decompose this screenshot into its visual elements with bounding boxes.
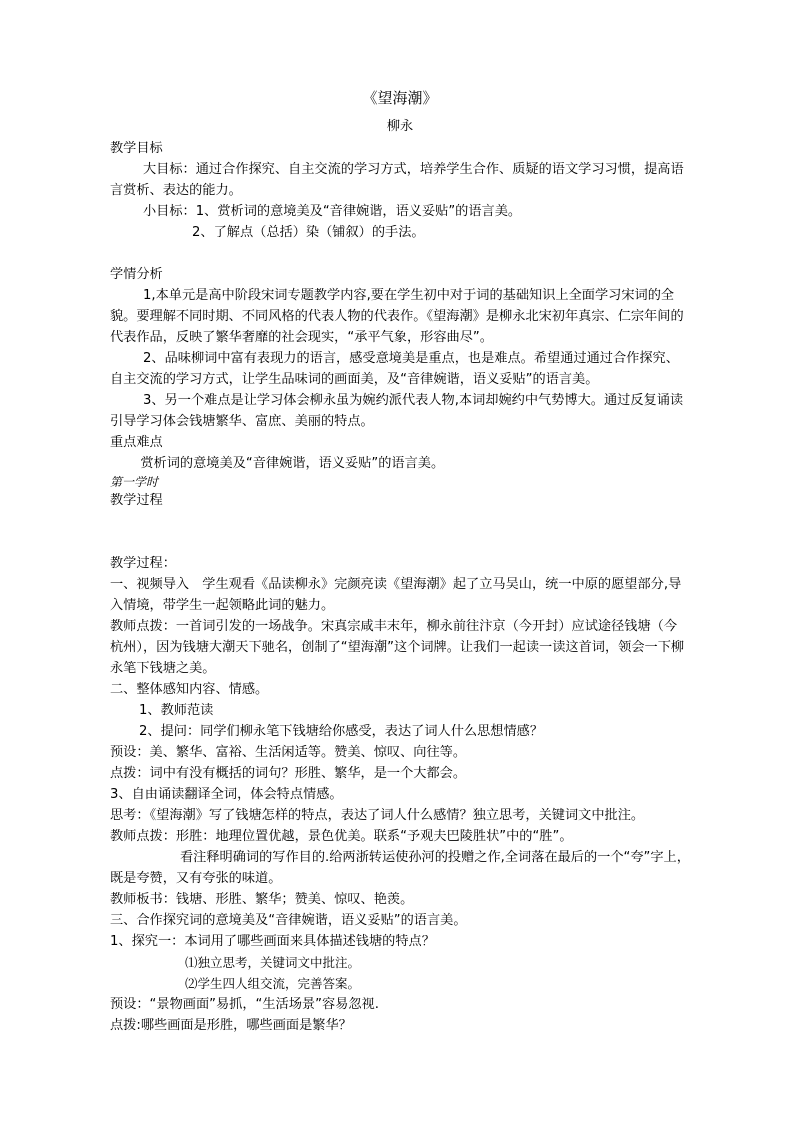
goals-small-2: 2、了解点（总括）染（铺叙）的手法。	[192, 225, 425, 240]
process-heading-top: 教学过程	[110, 493, 163, 508]
analysis-p3: 3、另一个难点是让学习体会柳永虽为婉约派代表人物,本词却婉约中气势博大。通过反复诵读引导学习体会钱塘繁华、富庶、美丽的特点。	[110, 393, 684, 429]
step-2: 二、整体感知内容、情感。	[110, 682, 269, 697]
step-3-tip: 点拨:哪些画面是形胜，哪些画面是繁华？	[110, 1018, 352, 1033]
step-3: 三、合作探究词的意境美及“音律婉谐，语义妥贴”的语言美。	[110, 913, 467, 928]
step-1: 一、视频导入 学生观看《品读柳永》完颜亮读《望海潮》起了立马吴山，统一中原的愿望部分,导入情境，带学生一起领略此词的魅力。	[110, 577, 682, 613]
step-2-preset: 预设：美、繁华、富裕、生活闲适等。赞美、惊叹、向往等。	[110, 745, 467, 760]
analysis-heading: 学情分析	[110, 267, 163, 282]
poem-title: 《望海潮》	[362, 89, 438, 107]
step-2-1: 1、教师范读	[139, 703, 214, 718]
step-2-tip-2: 教师点拨：形胜：地理位置优越，景色优美。联系“予观夫巴陵胜状”中的“胜”。	[110, 829, 573, 844]
document-page	[110, 84, 690, 1036]
step-2-note: 看注释明确词的写作目的.给两浙转运使孙河的投赠之作,全词落在最后的一个“夸”字上，既是夸赞，又有夸张的味道。	[110, 850, 690, 886]
period-label: 第一学时	[110, 475, 159, 489]
step-2-tip: 点拨：词中有没有概括的词句？形胜、繁华，是一个大都会。	[110, 766, 467, 781]
step-3-b: ⑵学生四人组交流，完善答案。	[185, 976, 361, 991]
step-3-1: 1、探究一：本词用了哪些画面来具体描述钱塘的特点？	[110, 934, 435, 949]
poem-author: 柳永	[386, 119, 414, 134]
step-3-preset: 预设：“景物画面”易抓，“生活场景”容易忽视.	[110, 997, 379, 1012]
step-2-2: 2、提问：同学们柳永笔下钱塘给你感受，表达了词人什么思想情感？	[139, 724, 544, 739]
goals-heading: 教学目标	[110, 141, 163, 156]
process-heading: 教学过程：	[110, 556, 176, 571]
step-2-3: 3、自由诵读翻译全词，体会特点情感。	[110, 787, 343, 802]
keypoints-heading: 重点难点	[110, 435, 163, 450]
analysis-p2: 2、品味柳词中富有表现力的语言，感受意境美是重点，也是难点。希望通过通过合作探究、自主交流的学习方式，让学生品味词的画面美，及“音律婉谐，语义妥贴”的语言美。	[110, 351, 679, 387]
step-1-tip: 教师点拨：一首词引发的一场战争。宋真宗咸丰末年，柳永前往汴京（今开封）应试途径钱塘（今杭州），因为钱塘大潮天下驰名，创制了“望海潮”这个词牌。让我们一起读一读这首词，领会一下柳永笔下钱塘之美。	[110, 619, 685, 676]
step-2-board: 教师板书：钱塘、形胜、繁华；赞美、惊叹、艳羡。	[110, 892, 414, 907]
analysis-p1: 1,本单元是高中阶段宋词专题教学内容,要在学生初中对于词的基础知识上全面学习宋词的全貌。要理解不同时期、不同风格的代表人物的代表作。《望海潮》是柳永北宋初年真宗、仁宗年间的代表作品，反映了繁华奢靡的社会现实，“承平气象，形容曲尽”。	[110, 288, 684, 345]
goals-big: 大目标：通过合作探究、自主交流的学习方式，培养学生合作、质疑的语文学习习惯，提高语言赏析、表达的能力。	[110, 162, 684, 198]
step-3-a: ⑴独立思考，关键词文中批注。	[185, 955, 361, 970]
step-2-think: 思考：《望海潮》写了钱塘怎样的特点，表达了词人什么感情？独立思考，关键词文中批注。	[110, 808, 645, 823]
keypoints-text: 赏析词的意境美及“音律婉谐，语义妥贴”的语言美。	[140, 456, 445, 471]
goals-small-1: 小目标：1、赏析词的意境美及“音律婉谐，语义妥贴”的语言美。	[143, 204, 522, 219]
